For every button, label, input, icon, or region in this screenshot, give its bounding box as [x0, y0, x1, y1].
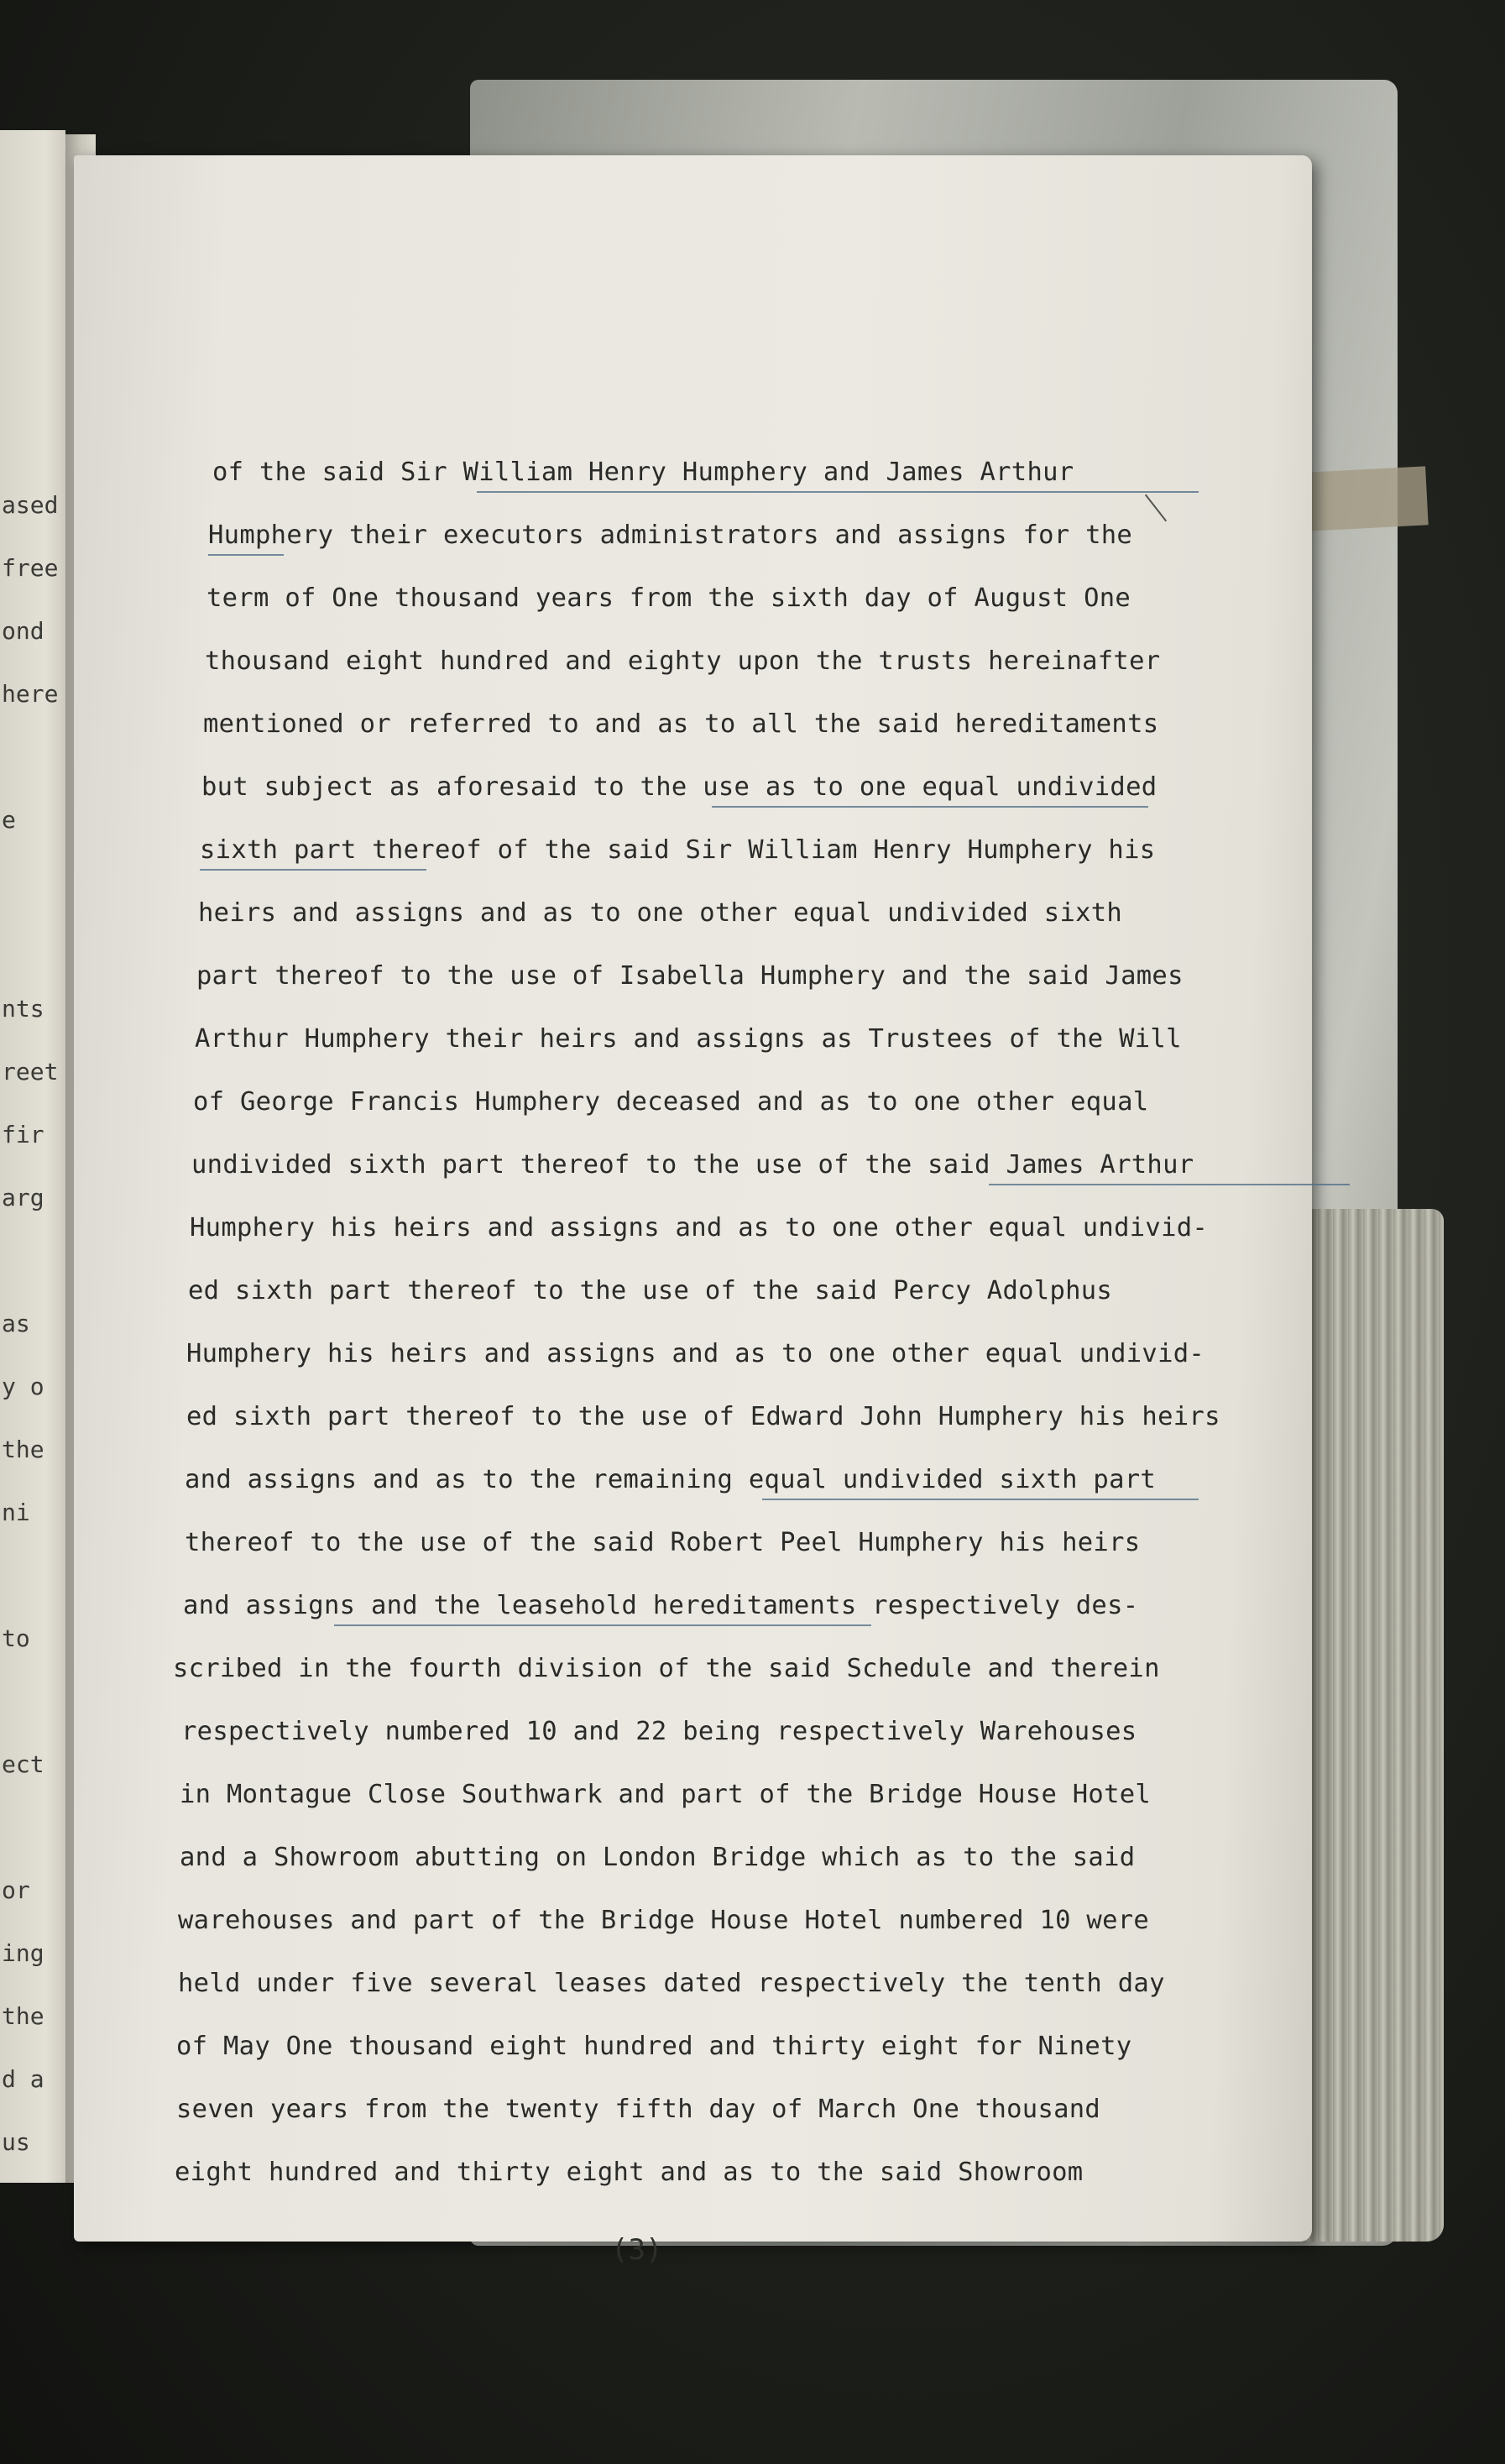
left-page-fragment: arg	[2, 1184, 44, 1211]
left-page-fragment: d a	[2, 2065, 44, 2093]
text-line: undivided sixth part thereof to the use of the said James Arthur	[191, 1150, 1194, 1180]
typed-text-block	[74, 155, 1312, 2242]
text-line: thereof to the use of the said Robert Peel Humphery his heirs	[185, 1528, 1141, 1557]
left-page-fragment: ect	[2, 1750, 44, 1778]
left-page-fragment: y o	[2, 1373, 44, 1400]
page-number: (3)	[611, 2233, 663, 2267]
text-line: heirs and assigns and as to one other equal undivided sixth	[198, 898, 1123, 928]
left-page-fragment: ing	[2, 1939, 44, 1967]
text-line: Humphery their executors administrators and assigns for the	[208, 521, 1133, 550]
left-page-fragment: ond	[2, 617, 44, 645]
left-page-fragment: as	[2, 1310, 30, 1337]
pencil-underline	[712, 806, 1148, 808]
left-page-fragment: e	[2, 806, 16, 834]
left-page-fragment: here	[2, 680, 59, 708]
text-line: of May One thousand eight hundred and thirty eight for Ninety	[176, 2032, 1132, 2061]
text-line: and a Showroom abutting on London Bridge which as to the said	[180, 1843, 1136, 1872]
left-page-fragment: fir	[2, 1121, 44, 1148]
left-page	[0, 130, 65, 2183]
text-line: respectively numbered 10 and 22 being respectively Warehouses	[181, 1717, 1137, 1746]
pencil-underline	[200, 869, 426, 871]
text-line: sixth part thereof of the said Sir William Henry Humphery his	[200, 835, 1156, 865]
text-line: of George Francis Humphery deceased and as to one other equal	[193, 1087, 1149, 1117]
pencil-underline	[989, 1184, 1350, 1185]
left-page-fragment: the	[2, 2002, 44, 2030]
text-line: scribed in the fourth division of the said Schedule and therein	[173, 1654, 1160, 1683]
left-page-fragment: ased	[2, 491, 59, 519]
left-page-fragment: us	[2, 2128, 30, 2156]
text-line: warehouses and part of the Bridge House Hotel numbered 10 were	[178, 1906, 1150, 1935]
left-page-fragment: ni	[2, 1499, 30, 1526]
pencil-underline	[762, 1499, 1199, 1500]
text-line: Humphery his heirs and assigns and as to one other equal undivid-	[186, 1339, 1205, 1368]
text-line: and assigns and as to the remaining equal undivided sixth part	[185, 1465, 1157, 1494]
pencil-underline	[334, 1624, 871, 1626]
left-page-fragment: to	[2, 1624, 30, 1652]
text-line: ed sixth part thereof to the use of the said Percy Adolphus	[188, 1276, 1113, 1305]
left-page-fragment: reet	[2, 1058, 59, 1086]
text-line: but subject as aforesaid to the use as to one equal undivided	[201, 772, 1157, 802]
text-line: eight hundred and thirty eight and as to the said Showroom	[175, 2158, 1084, 2187]
left-page-fragment: nts	[2, 995, 44, 1023]
text-line: and assigns and the leasehold hereditaments respectively des-	[183, 1591, 1139, 1620]
text-line: ed sixth part thereof to the use of Edward John Humphery his heirs	[186, 1402, 1220, 1431]
document-page	[74, 155, 1312, 2267]
text-line: held under five several leases dated respectively the tenth day	[178, 1969, 1165, 1998]
left-page-fragment: or	[2, 1876, 30, 1904]
text-line: part thereof to the use of Isabella Humphery and the said James	[196, 961, 1184, 991]
pencil-underline	[208, 554, 284, 556]
left-page-fragment: the	[2, 1436, 44, 1463]
text-line: Humphery his heirs and assigns and as to one other equal undivid-	[190, 1213, 1209, 1242]
text-line: mentioned or referred to and as to all the said hereditaments	[203, 709, 1159, 739]
text-line: in Montague Close Southwark and part of the Bridge House Hotel	[180, 1780, 1152, 1809]
text-line: Arthur Humphery their heirs and assigns as Trustees of the Will	[195, 1024, 1182, 1054]
text-line: thousand eight hundred and eighty upon the trusts hereinafter	[205, 646, 1161, 676]
text-line: of the said Sir William Henry Humphery and James Arthur	[212, 458, 1074, 487]
pencil-underline	[477, 491, 1199, 493]
left-page-fragment: free	[2, 554, 59, 582]
text-line: term of One thousand years from the sixth day of August One	[206, 583, 1131, 613]
text-line: seven years from the twenty fifth day of March One thousand	[176, 2095, 1101, 2124]
